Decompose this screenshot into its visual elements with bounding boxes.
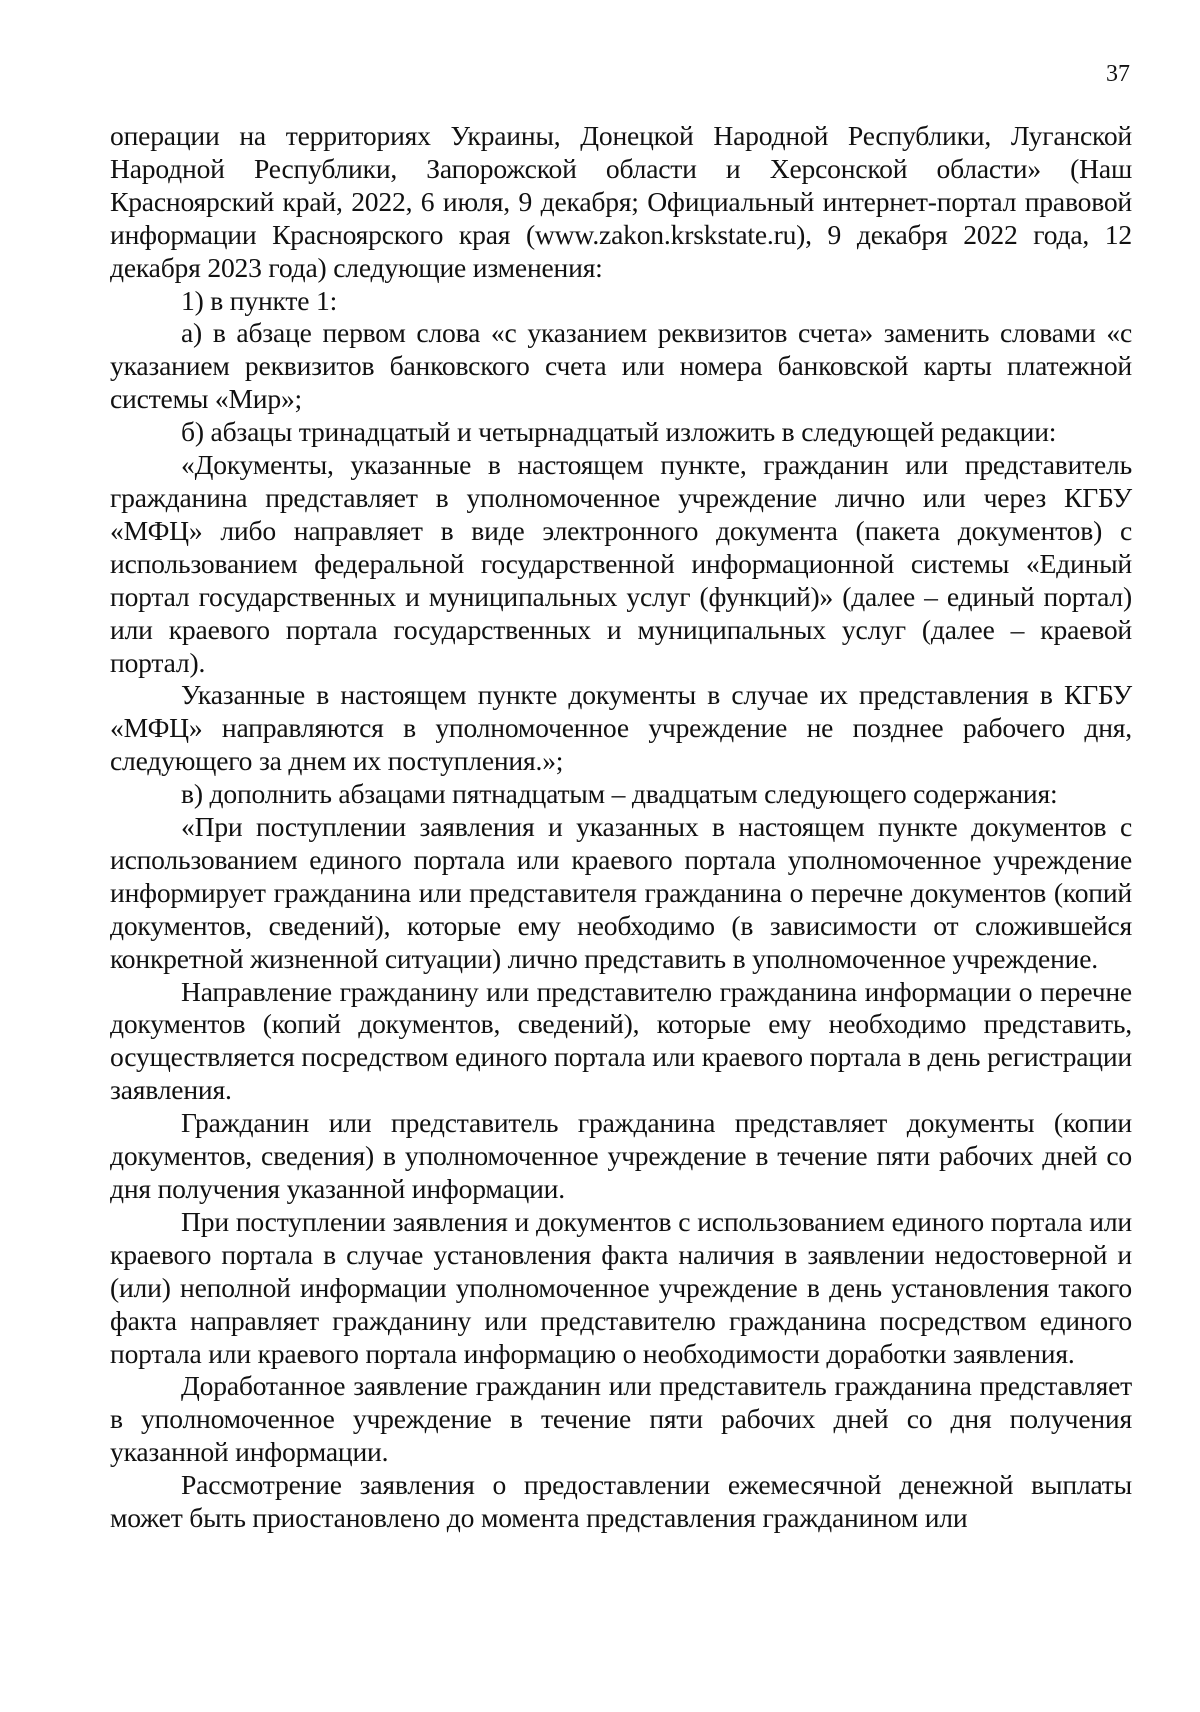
paragraph-documents-quote: «Документы, указанные в настоящем пункте, гражданин или представитель гражданина представляет в уполномоченное учреждение лично или через КГБУ «МФЦ» либо направляет в виде электронного документа (пакета документов) с использованием федеральной государственной информационной системы «Единый портал государственных и муниципальных услуг (функций)» (далее – единый портал) или краевого портала государственных и муниципальных услуг (далее – краевой портал). (110, 449, 1132, 678)
paragraph-revised-application: Доработанное заявление гражданин или представитель гражданина представляет в уполномоченное учреждение в течение пяти рабочих дней со дня получения указанной информации. (110, 1370, 1132, 1468)
paragraph-suspension: Рассмотрение заявления о предоставлении ежемесячной денежной выплаты может быть приостановлено до момента представления гражданином или (110, 1469, 1132, 1534)
paragraph-portal-receipt: «При поступлении заявления и указанных в настоящем пункте документов с использованием единого портала или краевого портала уполномоченное учреждение информирует гражданина или представителя гражданина о перечне документов (копий документов, сведений), которые ему необходимо (в зависимости от сложившейся конкретной жизненной ситуации) лично представить в уполномоченное учреждение. (110, 811, 1132, 974)
paragraph-incorrect-information: При поступлении заявления и документов с использованием единого портала или краевого портала в случае установления факта наличия в заявлении недостоверной и (или) неполной информации уполномоченное учреждение в день установления такого факта направляет гражданину или представителю гражданина посредством единого портала или краевого портала информацию о необходимости доработки заявления. (110, 1205, 1132, 1369)
paragraph-mfc-forwarding: Указанные в настоящем пункте документы в случае их представления в КГБУ «МФЦ» направляются в уполномоченное учреждение не позднее рабочего дня, следующего за днем их поступления.»; (110, 679, 1132, 777)
page-number: 37 (1106, 61, 1130, 87)
paragraph-subitem-v: в) дополнить абзацами пятнадцатым – двадцатым следующего содержания: (181, 778, 1058, 810)
paragraph-item-1: 1) в пункте 1: (181, 284, 338, 316)
document-body (110, 120, 1132, 1535)
paragraph-subitem-b: б) абзацы тринадцатый и четырнадцатый изложить в следующей редакции: (181, 416, 1057, 448)
paragraph-subitem-a: а) в абзаце первом слова «с указанием реквизитов счета» заменить словами «с указанием реквизитов банковского счета или номера банковской карты платежной системы «Мир»; (110, 317, 1132, 415)
paragraph-information-sending: Направление гражданину или представителю гражданина информации о перечне документов (копий документов, сведений), которые ему необходимо представить, осуществляется посредством единого портала или краевого портала в день регистрации заявления. (110, 975, 1132, 1106)
paragraph-intro-continuation: операции на территориях Украины, Донецкой Народной Республики, Луганской Народной Республики, Запорожской области и Херсонской области» (Наш Красноярский край, 2022, 6 июля, 9 декабря; Официальный интернет-портал правовой информации Красноярского края (www.zakon.krskstate.ru), 9 декабря 2022 года, 12 декабря 2023 года) следующие изменения: (110, 120, 1132, 283)
paragraph-documents-submission: Гражданин или представитель гражданина представляет документы (копии документов, сведения) в уполномоченное учреждение в течение пяти рабочих дней со дня получения указанной информации. (110, 1107, 1132, 1204)
